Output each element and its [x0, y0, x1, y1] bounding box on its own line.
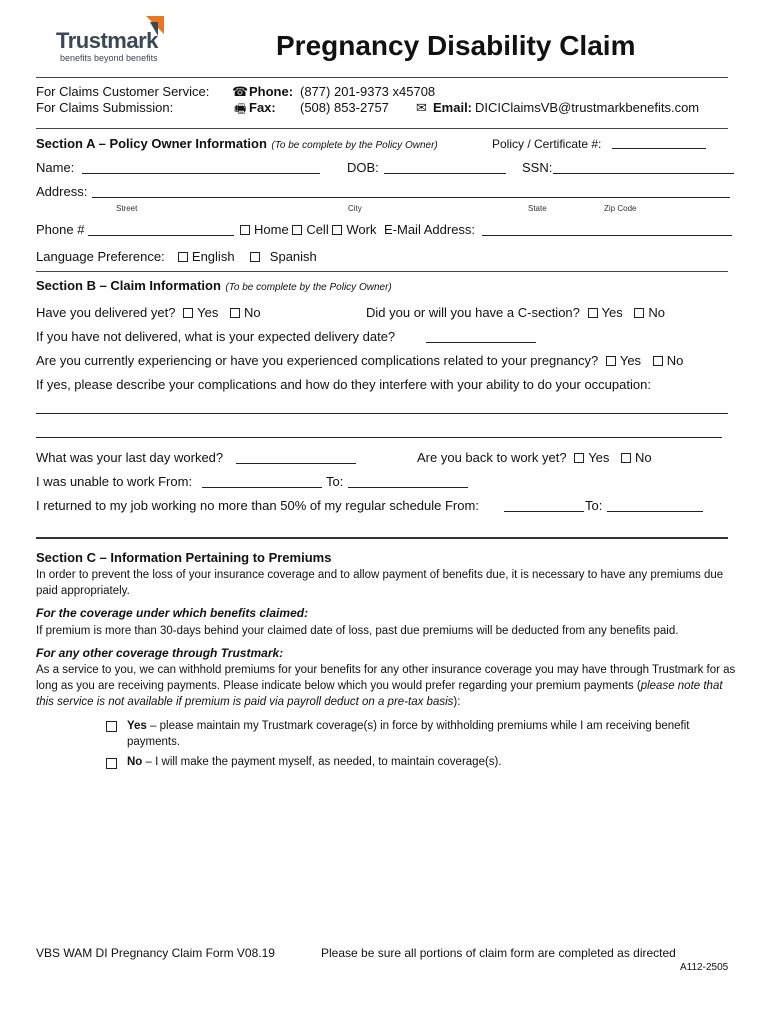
- option-no-desc: – I will make the payment myself, as needed, to maintain coverage(s).: [142, 756, 502, 768]
- option-yes: [106, 719, 117, 737]
- email-icon: ✉: [416, 100, 427, 115]
- phone-icon: ☎: [232, 84, 249, 99]
- delivered-no-checkbox[interactable]: [230, 308, 240, 318]
- last-day-field[interactable]: [236, 463, 356, 464]
- phone-number-field[interactable]: [88, 235, 234, 236]
- unable-to-label: To:: [326, 474, 344, 489]
- email-label: Email:: [433, 100, 473, 115]
- dob-label: DOB:: [347, 160, 379, 175]
- option-yes-text: [127, 718, 737, 750]
- back-to-work-label: Are you back to work yet?: [417, 450, 567, 465]
- work-checkbox[interactable]: [332, 225, 342, 235]
- coverage-claimed-heading: For the coverage under which benefits claimed:: [36, 606, 309, 620]
- returned-from-label: I returned to my job working no more than 50% of my regular schedule From:: [36, 498, 479, 513]
- delivered-label: Have you delivered yet?: [36, 305, 176, 320]
- page-title: Pregnancy Disability Claim: [276, 30, 636, 61]
- fax-value: (508) 853-2757: [300, 100, 389, 115]
- section-b-heading: [36, 277, 392, 295]
- complications-no-checkbox[interactable]: [653, 356, 663, 366]
- option-no: [106, 756, 117, 774]
- language-label: Language Preference:: [36, 249, 165, 264]
- option-yes-checkbox[interactable]: [106, 721, 117, 732]
- policy-number-field[interactable]: [612, 148, 706, 149]
- phone-value: (877) 201-9373 x45708: [300, 84, 436, 99]
- work-label: Work: [346, 222, 377, 237]
- address-field[interactable]: [92, 197, 730, 198]
- dob-field[interactable]: [384, 173, 506, 174]
- option-yes-desc: – please maintain my Trustmark coverage(s) in force by withholding premiums while I am receiving benefit payments.: [127, 720, 690, 748]
- section-c-intro: In order to prevent the loss of your insurance coverage and to allow payment of benefits due, it is necessary to have any premiums due paid appropriately.: [36, 569, 724, 597]
- phone-number-label: Phone #: [36, 222, 85, 237]
- csection-yes-label: Yes: [601, 305, 623, 320]
- zip-caption: Zip Code: [604, 204, 637, 213]
- address-label: Address:: [36, 184, 88, 199]
- state-caption: State: [528, 204, 547, 213]
- spanish-label: Spanish: [269, 249, 317, 264]
- fax-icon: 🖷: [234, 101, 247, 116]
- complications-no-label: No: [666, 353, 684, 368]
- name-field[interactable]: [82, 173, 320, 174]
- expected-date-label: If you have not delivered, what is your expected delivery date?: [36, 329, 396, 344]
- header-divider: [36, 77, 728, 78]
- city-caption: City: [348, 204, 362, 213]
- logo-tagline: benefits beyond benefits: [60, 53, 158, 63]
- section-b-note: (To be complete by the Policy Owner): [225, 282, 392, 293]
- describe-field-line-1[interactable]: [36, 413, 728, 414]
- other-coverage-text: [36, 662, 736, 710]
- unable-from-field[interactable]: [202, 487, 322, 488]
- csection-no-checkbox[interactable]: [634, 308, 644, 318]
- other-coverage-heading: For any other coverage through Trustmark:: [36, 646, 284, 660]
- complications-question: [36, 353, 683, 368]
- english-checkbox[interactable]: [178, 252, 188, 262]
- phone-label: Phone:: [249, 84, 294, 99]
- other-coverage-text-b: ):: [453, 696, 461, 708]
- delivered-question: [36, 305, 261, 320]
- other-coverage-text-a: As a service to you, we can withhold premiums for your benefits for any other insurance coverage you may have through Trustmark for as long as you are receiving payments. Please indicate below which you would prefer regarding your premium payments (: [36, 664, 736, 692]
- delivered-yes-checkbox[interactable]: [183, 308, 193, 318]
- contact-divider: [36, 128, 728, 129]
- csection-yes-checkbox[interactable]: [588, 308, 598, 318]
- section-a-title: Section A – Policy Owner Information: [36, 136, 267, 151]
- ssn-field[interactable]: [553, 173, 734, 174]
- email-address-field[interactable]: [482, 235, 732, 236]
- section-a-note: (To be complete by the Policy Owner): [271, 140, 438, 151]
- returned-from-field[interactable]: [504, 511, 584, 512]
- other-coverage-text-italic: please note that this service is not available if premium is paid via payroll deduct on a pre-tax basis: [36, 680, 723, 708]
- option-no-bold: No: [127, 756, 143, 768]
- back-to-work-question: [417, 450, 652, 465]
- section-c-title: Section C – Information Pertaining to Premiums: [36, 550, 332, 565]
- expected-date-field[interactable]: [426, 342, 536, 343]
- unable-from-label: I was unable to work From:: [36, 474, 193, 489]
- form-code: A112-2505: [680, 962, 729, 973]
- option-yes-bold: Yes: [127, 720, 147, 732]
- option-no-checkbox[interactable]: [106, 758, 117, 769]
- email-value[interactable]: DICIClaimsVB@trustmarkbenefits.com: [475, 100, 700, 115]
- home-checkbox[interactable]: [240, 225, 250, 235]
- returned-to-label: To:: [585, 498, 603, 513]
- email-address-label: E-Mail Address:: [384, 222, 476, 237]
- back-no-label: No: [635, 450, 652, 465]
- delivered-no-label: No: [243, 305, 261, 320]
- ssn-label: SSN:: [522, 160, 553, 175]
- section-b-divider: [36, 537, 728, 539]
- phone-type-options: [240, 222, 376, 237]
- unable-to-field[interactable]: [348, 487, 468, 488]
- csection-question: [366, 305, 665, 320]
- section-a-heading: [36, 135, 438, 153]
- describe-label: If yes, please describe your complications and how do they interfere with your ability to do your occupation:: [36, 377, 651, 392]
- complications-yes-checkbox[interactable]: [606, 356, 616, 366]
- home-label: Home: [254, 222, 289, 237]
- name-label: Name:: [36, 160, 75, 175]
- trustmark-logo: [56, 14, 176, 64]
- csection-label: Did you or will you have a C-section?: [366, 305, 580, 320]
- returned-to-field[interactable]: [607, 511, 703, 512]
- csection-no-label: No: [648, 305, 665, 320]
- back-no-checkbox[interactable]: [621, 453, 631, 463]
- claims-submission-label: For Claims Submission:: [36, 100, 174, 115]
- back-yes-checkbox[interactable]: [574, 453, 584, 463]
- form-id: VBS WAM DI Pregnancy Claim Form V08.19: [36, 946, 275, 960]
- complications-yes-label: Yes: [619, 353, 642, 368]
- spanish-checkbox[interactable]: [250, 252, 260, 262]
- back-yes-label: Yes: [588, 450, 610, 465]
- language-preference: [36, 249, 317, 264]
- section-a-divider: [36, 271, 728, 272]
- section-b-title: Section B – Claim Information: [36, 278, 221, 293]
- logo-name: Trustmark: [56, 28, 158, 53]
- fax-label: Fax:: [249, 100, 276, 115]
- claims-service-label: For Claims Customer Service:: [36, 84, 210, 99]
- street-caption: Street: [116, 204, 138, 213]
- footer-notice: Please be sure all portions of claim form are completed as directed: [321, 946, 676, 960]
- complications-label: Are you currently experiencing or have you experienced complications related to your pregnancy?: [36, 353, 599, 368]
- describe-field-line-2[interactable]: [36, 437, 722, 438]
- option-no-text: [127, 754, 737, 770]
- policy-number-label: Policy / Certificate #:: [492, 137, 602, 151]
- cell-checkbox[interactable]: [292, 225, 302, 235]
- coverage-claimed-text: If premium is more than 30-days behind your claimed date of loss, past due premiums will be deducted from any benefits paid.: [36, 625, 679, 637]
- cell-label: Cell: [306, 222, 329, 237]
- delivered-yes-label: Yes: [197, 305, 219, 320]
- english-label: English: [191, 249, 235, 264]
- last-day-label: What was your last day worked?: [36, 450, 224, 465]
